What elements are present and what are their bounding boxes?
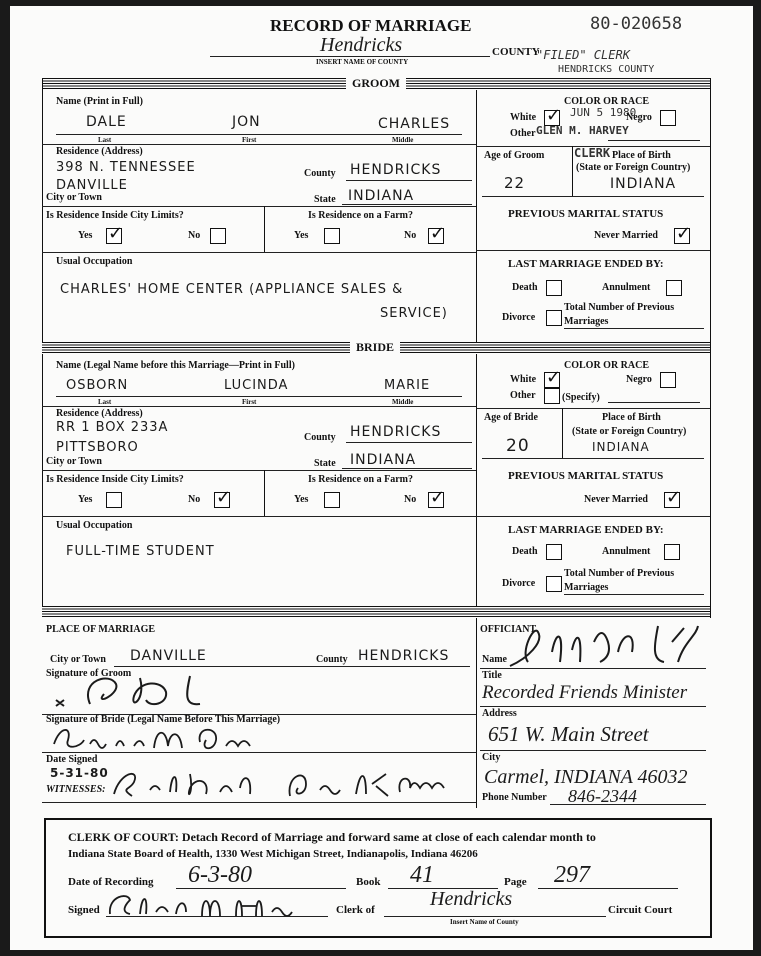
groom-never-married-checkbox[interactable] [674,228,690,244]
bride-age: 20 [506,436,530,456]
bride-birth-label: Place of Birth [602,412,661,423]
bride-on-farm-label: Is Residence on a Farm? [308,474,413,485]
filed-stamp: "FILED" CLERK [536,48,630,62]
groom-death-label: Death [512,282,538,293]
insert-county-label: INSERT NAME OF COUNTY [316,58,409,66]
bride-last-name: OSBORN [66,378,129,393]
date-recording: 6-3-80 [188,862,252,888]
groom-birthplace: INDIANA [610,176,677,192]
officiant-name-label: Name [482,654,507,665]
officiant-phone-label: Phone Number [482,792,547,803]
bride-farm-yes-checkbox[interactable] [324,492,340,508]
groom-city-no-checkbox[interactable] [210,228,226,244]
groom-divorce-label: Divorce [502,312,536,323]
bride-total-prev-label: Total Number of Previous [564,568,675,579]
groom-occupation-line2: SERVICE) [380,306,448,321]
groom-inside-city-label: Is Residence Inside City Limits? [46,210,184,221]
groom-last-name: DALE [86,114,127,130]
clerk-of-label: Clerk of [336,904,375,916]
bride-prev-status-label: PREVIOUS MARITAL STATUS [508,470,664,482]
bride-never-married-label: Never Married [584,494,648,505]
officiant-phone: 846-2344 [568,786,637,806]
groom-middle-label: Middle [392,136,414,144]
bride-city: PITTSBORO [56,440,139,455]
officiant-title-label: Title [482,670,502,681]
groom-birth-sub-label: (State or Foreign Country) [576,162,691,173]
bride-white-checkbox[interactable] [544,372,560,388]
bride-state-label: State [314,458,336,469]
groom-negro-label: Negro [626,112,652,123]
bride-middle-name: MARIE [384,378,431,393]
date-signed-label: Date Signed [46,754,98,765]
record-number: 80-020658 [590,14,683,34]
form-title: RECORD OF MARRIAGE [270,16,472,35]
bride-county: HENDRICKS [350,424,442,440]
clerk-insert-county-label: Insert Name of County [450,918,519,926]
groom-state: INDIANA [348,188,415,204]
officiant-address: 651 W. Main Street [488,722,649,746]
groom-never-married-label: Never Married [594,230,658,241]
officiant-address-label: Address [482,708,517,719]
groom-farm-no-label: No [404,230,417,241]
bride-never-married-checkbox[interactable] [664,492,680,508]
filed-stamp-title: CLERK [574,146,611,160]
witnesses-label: WITNESSES: [46,784,106,795]
bride-last-ended-label: LAST MARRIAGE ENDED BY: [508,524,664,536]
groom-first-name: JON [232,114,261,130]
bride-marriages-label: Marriages [564,582,609,593]
bride-state: INDIANA [350,452,417,468]
clerk-instructions-line2: Indiana State Board of Health, 1330 West Michigan Street, Indianapolis, Indiana 46206 [68,848,478,860]
groom-address: 398 N. TENNESSEE [56,160,196,175]
groom-on-farm-label: Is Residence on a Farm? [308,210,413,221]
bride-signature [50,722,270,756]
groom-signature [50,670,270,714]
groom-city: DANVILLE [56,178,128,193]
page-label: Page [504,876,527,888]
bride-negro-checkbox[interactable] [660,372,676,388]
groom-white-label: White [510,112,537,123]
bride-city-no-label: No [188,494,201,505]
groom-city-no-label: No [188,230,201,241]
marriage-county-label: County [316,654,348,665]
bride-farm-yes-label: Yes [294,494,309,505]
groom-annulment-label: Annulment [602,282,651,293]
bride-occupation: FULL-TIME STUDENT [66,544,215,559]
bride-middle-label: Middle [392,398,414,406]
clerk-instructions-line1: CLERK OF COURT: Detach Record of Marriage and forward same at close of each calendar month to [68,830,596,844]
clerk-county: Hendricks [430,888,513,910]
groom-last-label: Last [98,136,112,144]
groom-annulment-checkbox[interactable] [666,280,682,296]
marriage-city-label: City or Town [50,654,106,665]
groom-total-prev-label: Total Number of Previous [564,302,675,313]
bride-city-yes-checkbox[interactable] [106,492,122,508]
groom-color-label: COLOR OR RACE [564,96,650,107]
bride-city-no-checkbox[interactable] [214,492,230,508]
groom-state-label: State [314,194,336,205]
bride-divorce-checkbox[interactable] [546,576,562,592]
groom-county-label: County [304,168,336,179]
bride-farm-no-checkbox[interactable] [428,492,444,508]
signed-label: Signed [68,904,100,916]
groom-farm-yes-checkbox[interactable] [324,228,340,244]
groom-occupation-label: Usual Occupation [56,256,133,267]
groom-signature-label: Signature of Groom [46,668,132,679]
bride-occupation-label: Usual Occupation [56,520,133,531]
bride-city-yes-label: Yes [78,494,93,505]
bride-county-label: County [304,432,336,443]
book-number: 41 [410,862,434,888]
groom-farm-yes-label: Yes [294,230,309,241]
witness-signatures [110,766,470,802]
groom-county: HENDRICKS [350,162,442,178]
circuit-court-label: Circuit Court [608,904,673,916]
groom-age-label: Age of Groom [484,150,545,161]
bride-age-label: Age of Bride [484,412,538,423]
bride-city-label: City or Town [46,456,102,467]
groom-negro-checkbox[interactable] [660,110,676,126]
filed-stamp-date: JUN 5 1980 [570,106,637,119]
header-county-handwritten: Hendricks [320,34,403,56]
groom-prev-status-label: PREVIOUS MARITAL STATUS [508,208,664,220]
bride-white-label: White [510,374,537,385]
marriage-record-document [10,6,753,950]
bride-negro-label: Negro [626,374,652,385]
page-number: 297 [554,862,590,888]
groom-marriages-label: Marriages [564,316,609,327]
filed-stamp-clerk: GLEN M. HARVEY [536,124,629,137]
groom-city-yes-label: Yes [78,230,93,241]
bride-inside-city-label: Is Residence Inside City Limits? [46,474,184,485]
officiant-city-label: City [482,752,501,763]
marriage-city: DANVILLE [130,648,207,664]
groom-first-label: First [242,136,257,144]
groom-last-ended-label: LAST MARRIAGE ENDED BY: [508,258,664,270]
bride-birth-sub-label: (State or Foreign Country) [572,426,687,437]
bride-death-checkbox[interactable] [546,544,562,560]
groom-name-label: Name (Print in Full) [56,96,143,107]
groom-birth-label: Place of Birth [612,150,671,161]
bride-signature-label: Signature of Bride (Legal Name Before This Marriage) [46,714,281,725]
officiant-signature [508,622,708,672]
bride-other-label: Other [510,390,536,401]
bride-last-label: Last [98,398,112,406]
officiant-title: Recorded Friends Minister [482,682,688,703]
county-label: COUNTY [492,46,540,58]
bride-annulment-label: Annulment [602,546,651,557]
bride-specify-label: (Specify) [562,392,600,403]
bride-color-label: COLOR OR RACE [564,360,650,371]
bride-annulment-checkbox[interactable] [664,544,680,560]
groom-death-checkbox[interactable] [546,280,562,296]
officiant-city: Carmel, INDIANA 46032 [484,766,688,788]
bride-birthplace: INDIANA [592,440,650,454]
officiant-label: OFFICIANT [480,624,537,635]
bride-first-name: LUCINDA [224,378,289,393]
groom-city-yes-checkbox[interactable] [106,228,122,244]
groom-age: 22 [504,174,526,192]
groom-middle-name: CHARLES [378,116,451,132]
bride-address: RR 1 BOX 233A [56,420,169,435]
groom-divorce-checkbox[interactable] [546,310,562,326]
bride-residence-label: Residence (Address) [56,408,143,419]
filed-stamp-county: HENDRICKS COUNTY [558,64,655,75]
bride-name-label: Name (Legal Name before this Marriage—Print in Full) [56,360,295,371]
date-signed: 5-31-80 [50,766,109,780]
groom-occupation-line1: CHARLES' HOME CENTER (APPLIANCE SALES & [60,282,404,297]
bride-farm-no-label: No [404,494,417,505]
bride-first-label: First [242,398,257,406]
groom-city-label: City or Town [46,192,102,203]
bride-divorce-label: Divorce [502,578,536,589]
bride-section-title: BRIDE [350,340,400,355]
groom-residence-label: Residence (Address) [56,146,143,157]
bride-other-checkbox[interactable] [544,388,560,404]
place-of-marriage-label: PLACE OF MARRIAGE [46,624,156,635]
groom-farm-no-checkbox[interactable] [428,228,444,244]
bride-death-label: Death [512,546,538,557]
groom-other-label: Other [510,128,536,139]
marriage-county: HENDRICKS [358,648,450,664]
date-recording-label: Date of Recording [68,876,154,888]
groom-section-title: GROOM [346,76,406,91]
book-label: Book [356,876,381,888]
